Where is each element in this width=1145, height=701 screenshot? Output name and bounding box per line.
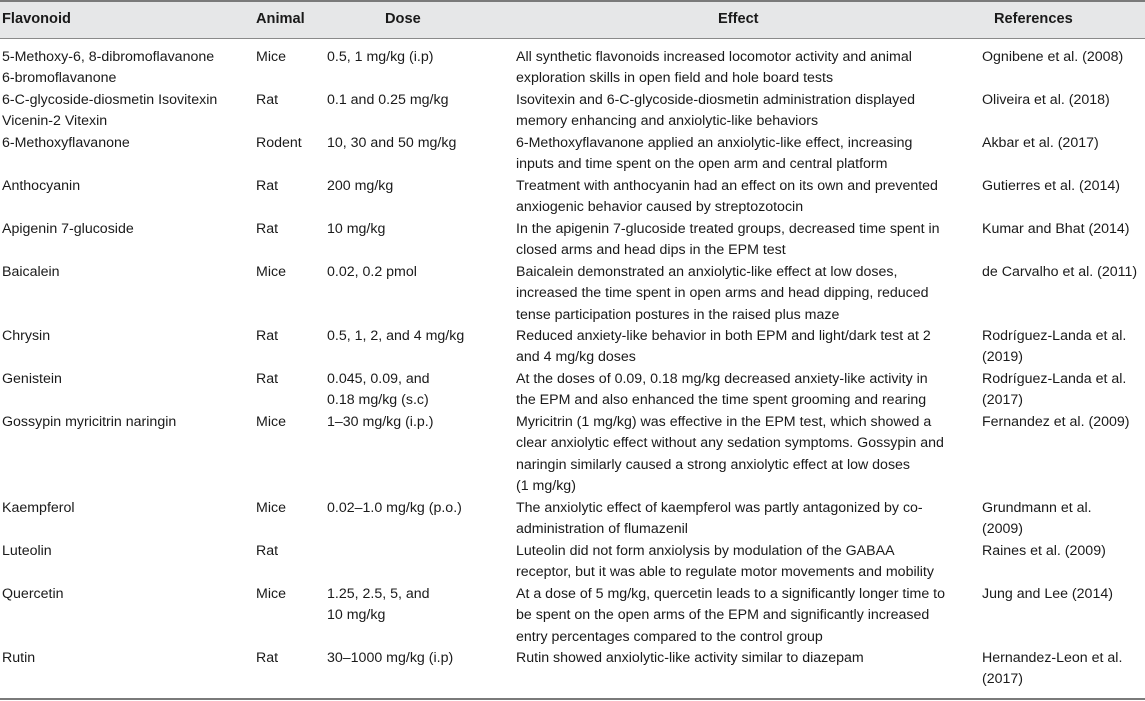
cell-effect-line: administration of flumazenil xyxy=(516,521,688,538)
cell-effect-line: closed arms and head dips in the EPM test xyxy=(516,242,786,259)
cell-dose xyxy=(327,326,507,347)
cell-flavonoid xyxy=(2,584,250,605)
cell-reference-line: Akbar et al. (2017) xyxy=(982,135,1099,151)
cell-flavonoid xyxy=(2,133,250,154)
cell-reference xyxy=(982,47,1144,68)
cell-effect-line: naringin similarly caused a strong anxiolytic effect at low doses xyxy=(516,456,911,473)
cell-reference-line: (2017) xyxy=(982,392,1024,409)
cell-effect xyxy=(516,47,974,90)
cell-dose-line: 1–30 mg/kg (i.p.) xyxy=(327,414,434,430)
cell-effect-line: Baicalein demonstrated an anxiolytic-like effect at low doses, xyxy=(516,264,898,280)
cell-dose-line: 0.5, 1 mg/kg (i.p) xyxy=(327,49,434,65)
cell-dose-line: 10 mg/kg xyxy=(327,607,386,624)
cell-effect-line: At the doses of 0.09, 0.18 mg/kg decreased anxiety-like activity in xyxy=(516,371,928,387)
cell-flavonoid-line: Anthocyanin xyxy=(2,178,81,194)
cell-animal: Mice xyxy=(256,49,286,65)
cell-flavonoid xyxy=(2,648,250,669)
cell-reference-line: Ognibene et al. (2008) xyxy=(982,49,1124,65)
cell-reference xyxy=(982,133,1144,154)
cell-effect-line: tense participation postures in the raised plus maze xyxy=(516,306,840,323)
cell-effect xyxy=(516,541,974,584)
cell-reference xyxy=(982,541,1144,562)
cell-reference-line: Raines et al. (2009) xyxy=(982,543,1106,559)
cell-effect-line: receptor, but it was able to regulate motor movements and mobility xyxy=(516,564,934,581)
cell-flavonoid-line: Gossypin myricitrin naringin xyxy=(2,414,177,430)
cell-flavonoid-line: Luteolin xyxy=(2,543,52,559)
cell-animal: Rat xyxy=(256,371,279,387)
cell-flavonoid-line: 6-Methoxyflavanone xyxy=(2,135,130,151)
cell-flavonoid-line: Chrysin xyxy=(2,328,51,344)
cell-reference xyxy=(982,219,1144,240)
cell-animal: Rat xyxy=(256,92,279,108)
cell-dose-line: 1.25, 2.5, 5, and xyxy=(327,586,430,602)
cell-animal: Rat xyxy=(256,178,279,194)
cell-effect-line: Reduced anxiety-like behavior in both EPM and light/dark test at 2 xyxy=(516,328,931,344)
cell-effect-line: increased the time spent in open arms and head dipping, reduced xyxy=(516,285,929,302)
header-references: References xyxy=(994,11,1073,27)
cell-reference xyxy=(982,412,1144,433)
cell-reference-line: Hernandez-Leon et al. xyxy=(982,650,1123,666)
header-effect: Effect xyxy=(718,11,759,27)
cell-flavonoid xyxy=(2,47,250,90)
cell-effect xyxy=(516,648,974,669)
cell-reference xyxy=(982,584,1144,605)
cell-animal: Mice xyxy=(256,414,286,430)
cell-flavonoid xyxy=(2,541,250,562)
cell-reference-line: Grundmann et al. xyxy=(982,500,1092,516)
cell-dose xyxy=(327,648,507,669)
cell-flavonoid xyxy=(2,369,250,390)
cell-animal: Rat xyxy=(256,650,279,666)
cell-effect xyxy=(516,133,974,176)
cell-effect-line: The anxiolytic effect of kaempferol was partly antagonized by co- xyxy=(516,500,923,516)
top-rule xyxy=(0,0,1145,2)
cell-effect-line: inputs and time spent on the open arm and central platform xyxy=(516,156,888,173)
cell-flavonoid xyxy=(2,498,250,519)
cell-flavonoid-line: Rutin xyxy=(2,650,36,666)
cell-effect xyxy=(516,262,974,326)
cell-reference xyxy=(982,90,1144,111)
cell-flavonoid-line: Vicenin-2 Vitexin xyxy=(2,113,108,130)
cell-effect-line: exploration skills in open field and hole board tests xyxy=(516,70,834,87)
cell-effect-line: Treatment with anthocyanin had an effect on its own and prevented xyxy=(516,178,938,194)
cell-flavonoid-line: Apigenin 7-glucoside xyxy=(2,221,134,237)
cell-reference-line: Rodríguez-Landa et al. xyxy=(982,371,1127,387)
cell-reference xyxy=(982,176,1144,197)
table-header xyxy=(0,0,1145,38)
cell-effect-line: (1 mg/kg) xyxy=(516,478,576,495)
cell-reference-line: Kumar and Bhat (2014) xyxy=(982,221,1130,237)
cell-flavonoid xyxy=(2,176,250,197)
cell-effect-line: Rutin showed anxiolytic-like activity similar to diazepam xyxy=(516,650,864,666)
cell-flavonoid-line: 6-C-glycoside-diosmetin Isovitexin xyxy=(2,92,218,108)
cell-flavonoid xyxy=(2,219,250,240)
cell-dose xyxy=(327,90,507,111)
cell-animal: Rodent xyxy=(256,135,302,151)
cell-reference-line: Rodríguez-Landa et al. xyxy=(982,328,1127,344)
cell-animal: Rat xyxy=(256,328,279,344)
cell-reference xyxy=(982,498,1144,541)
cell-reference-line: Oliveira et al. (2018) xyxy=(982,92,1110,108)
cell-reference xyxy=(982,648,1144,691)
cell-effect xyxy=(516,584,974,648)
cell-flavonoid xyxy=(2,90,250,133)
header-animal: Animal xyxy=(256,11,305,27)
cell-dose-line: 10, 30 and 50 mg/kg xyxy=(327,135,457,151)
cell-reference xyxy=(982,262,1144,283)
cell-dose-line: 0.18 mg/kg (s.c) xyxy=(327,392,429,409)
cell-effect-line: Myricitrin (1 mg/kg) was effective in the EPM test, which showed a xyxy=(516,414,932,430)
cell-flavonoid xyxy=(2,326,250,347)
cell-dose-line: 0.02–1.0 mg/kg (p.o.) xyxy=(327,500,462,516)
cell-effect-line: and 4 mg/kg doses xyxy=(516,349,636,366)
cell-reference-line: (2017) xyxy=(982,671,1024,688)
cell-effect-line: Isovitexin and 6-C-glycoside-diosmetin administration displayed xyxy=(516,92,916,108)
cell-effect-line: entry percentages compared to the control group xyxy=(516,628,823,645)
cell-reference xyxy=(982,369,1144,412)
cell-dose xyxy=(327,219,507,240)
cell-animal: Mice xyxy=(256,500,286,516)
cell-dose-line: 10 mg/kg xyxy=(327,221,386,237)
cell-effect xyxy=(516,176,974,219)
cell-flavonoid-line: Baicalein xyxy=(2,264,60,280)
cell-effect-line: the EPM and also enhanced the time spent grooming and rearing xyxy=(516,392,927,409)
cell-reference-line: Fernandez et al. (2009) xyxy=(982,414,1130,430)
cell-reference-line: (2009) xyxy=(982,521,1024,538)
cell-dose xyxy=(327,262,507,283)
cell-dose xyxy=(327,133,507,154)
cell-flavonoid-line: 6-bromoflavanone xyxy=(2,70,117,87)
cell-animal: Rat xyxy=(256,221,279,237)
cell-effect xyxy=(516,498,974,541)
cell-dose-line: 0.02, 0.2 pmol xyxy=(327,264,417,280)
cell-effect-line: be spent on the open arms of the EPM and significantly increased xyxy=(516,607,930,624)
cell-animal: Mice xyxy=(256,586,286,602)
header-flavonoid: Flavonoid xyxy=(2,11,71,27)
cell-dose-line: 0.045, 0.09, and xyxy=(327,371,430,387)
cell-dose-line: 200 mg/kg xyxy=(327,178,394,194)
cell-reference-line: (2019) xyxy=(982,349,1024,366)
header-dose: Dose xyxy=(385,11,421,27)
cell-effect xyxy=(516,219,974,262)
cell-effect-line: At a dose of 5 mg/kg, quercetin leads to a significantly longer time to xyxy=(516,586,946,602)
cell-flavonoid-line: 5-Methoxy-6, 8-dibromoflavanone xyxy=(2,49,215,65)
cell-dose-line: 30–1000 mg/kg (i.p) xyxy=(327,650,454,666)
cell-effect-line: 6-Methoxyflavanone applied an anxiolytic-like effect, increasing xyxy=(516,135,913,151)
cell-animal: Rat xyxy=(256,543,279,559)
cell-effect-line: Luteolin did not form anxiolysis by modulation of the GABAA xyxy=(516,543,895,559)
cell-effect-line: anxiogenic behavior caused by streptozotocin xyxy=(516,199,804,216)
cell-effect xyxy=(516,90,974,133)
cell-flavonoid-line: Kaempferol xyxy=(2,500,75,516)
header-rule xyxy=(0,38,1145,39)
cell-dose xyxy=(327,412,507,433)
cell-flavonoid-line: Genistein xyxy=(2,371,62,387)
cell-dose xyxy=(327,176,507,197)
cell-reference xyxy=(982,326,1144,369)
cell-effect-line: In the apigenin 7-glucoside treated groups, decreased time spent in xyxy=(516,221,940,237)
cell-flavonoid xyxy=(2,262,250,283)
cell-effect-line: All synthetic flavonoids increased locomotor activity and animal xyxy=(516,49,912,65)
cell-effect-line: memory enhancing and anxiolytic-like behaviors xyxy=(516,113,819,130)
cell-reference-line: Gutierres et al. (2014) xyxy=(982,178,1120,194)
cell-dose-line: 0.5, 1, 2, and 4 mg/kg xyxy=(327,328,465,344)
cell-dose xyxy=(327,47,507,68)
cell-effect-line: clear anxiolytic effect without any sedation symptoms. Gossypin and xyxy=(516,435,944,452)
cell-effect xyxy=(516,369,974,412)
cell-dose xyxy=(327,498,507,519)
cell-dose-line: 0.1 and 0.25 mg/kg xyxy=(327,92,449,108)
cell-animal: Mice xyxy=(256,264,286,280)
cell-effect xyxy=(516,412,974,498)
cell-effect xyxy=(516,326,974,369)
cell-reference-line: de Carvalho et al. (2011) xyxy=(982,264,1138,280)
cell-dose xyxy=(327,369,507,412)
cell-flavonoid-line: Quercetin xyxy=(2,586,64,602)
bottom-rule xyxy=(0,698,1145,700)
cell-dose xyxy=(327,584,507,627)
cell-flavonoid xyxy=(2,412,250,433)
cell-reference-line: Jung and Lee (2014) xyxy=(982,586,1113,602)
